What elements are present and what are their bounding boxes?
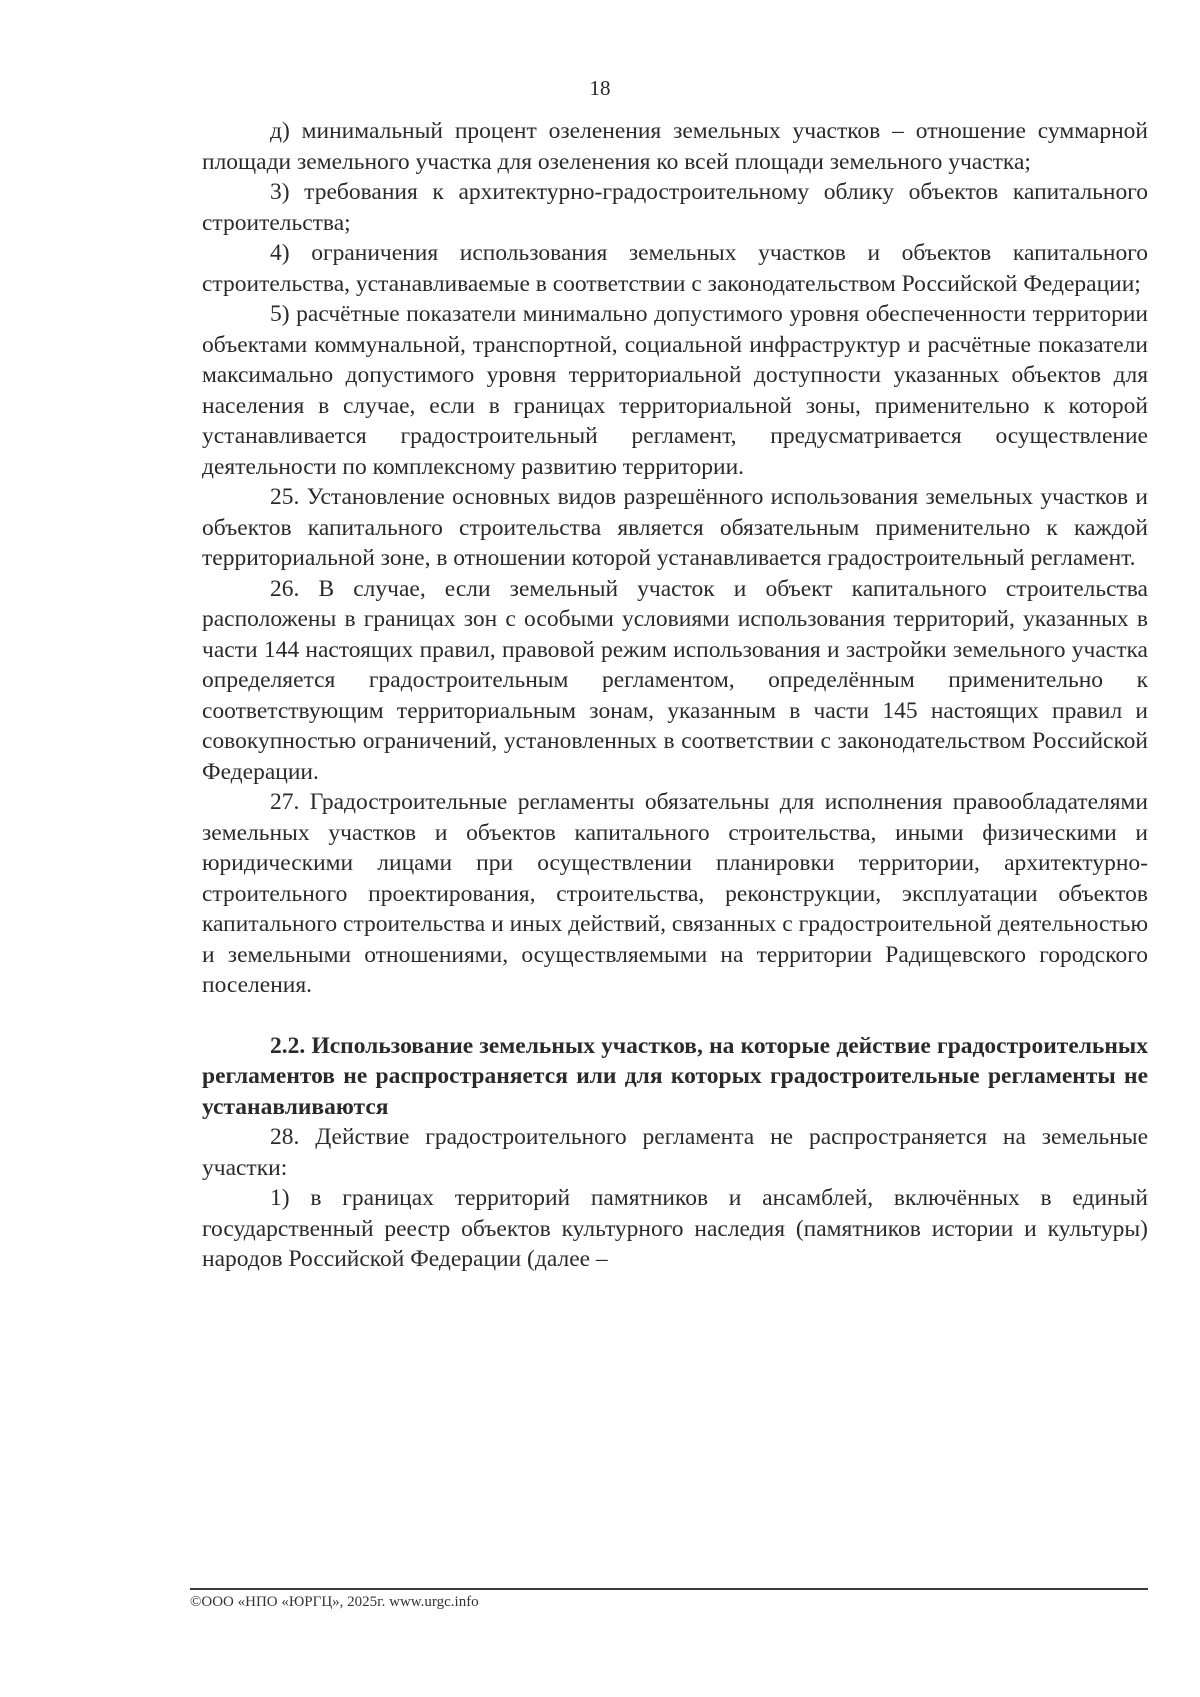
paragraph-26: 26. В случае, если земельный участок и объект капитального строительства расположены в границах зон с особыми условиями использования территорий, указанных в части 144 настоящих правил, правовой режим использования и застройки земельного участка определяется градостроительным регламентом, определённым применительно к соответствующим территориальным зонам, указанным в части 145 настоящих правил и совокупностью ограничений, установленных в соответствии с законодательством Российской Федерации. (202, 575, 1148, 785)
paragraph-item-4: 4) ограничения использования земельных участков и объектов капитального строительства, устанавливаемые в соответствии с законодательством Российской Федерации; (202, 240, 1148, 297)
footer-copyright: ©ООО «НПО «ЮРГЦ», 2025г. www.urgc.info (190, 1594, 479, 1610)
paragraph-25: 25. Установление основных видов разрешённого использования земельных участков и объектов капитального строительства является обязательным применительно к каждой территориальной зоне, в отношении которой устанавливается градостроительный регламент. (202, 484, 1148, 571)
document-body (202, 116, 1148, 1275)
paragraph-item-5: 5) расчётные показатели минимально допустимого уровня обеспеченности территории объектами коммунальной, транспортной, социальной инфраструктур и расчётные показатели максимально допустимого уровня территориальной доступности указанных объектов для населения в случае, если в границах территориальной зоны, применительно к которой устанавливается градостроительный регламент, предусматривается осуществление деятельности по комплексному развитию территории. (202, 301, 1148, 480)
paragraph-27: 27. Градостроительные регламенты обязательны для исполнения правообладателями земельных участков и объектов капитального строительства, иными физическими и юридическими лицами при осуществлении планировки территории, архитектурно-строительного проектирования, строительства, реконструкции, эксплуатации объектов капитального строительства и иных действий, связанных с градостроительной деятельностью и земельными отношениями, осуществляемыми на территории Радищевского городского поселения. (202, 789, 1148, 998)
footer-divider (190, 1588, 1148, 1590)
paragraph-item-3: 3) требования к архитектурно-градостроительному облику объектов капитального строительства; (202, 179, 1148, 236)
paragraph-28-item-1: 1) в границах территорий памятников и ансамблей, включённых в единый государственный реестр объектов культурного наследия (памятников истории и культуры) народов Российской Федерации (далее – (202, 1185, 1148, 1272)
paragraph-item-d: д) минимальный процент озеленения земельных участков – отношение суммарной площади земельного участка для озеленения ко всей площади земельного участка; (202, 118, 1148, 175)
paragraph-28: 28. Действие градостроительного регламента не распространяется на земельные участки: (202, 1124, 1148, 1181)
section-heading: 2.2. Использование земельных участков, на которые действие градостроительных регламентов не распространяется или для которых градостроительные регламенты не устанавливаются (202, 1032, 1148, 1120)
page-number: 18 (589, 76, 611, 100)
